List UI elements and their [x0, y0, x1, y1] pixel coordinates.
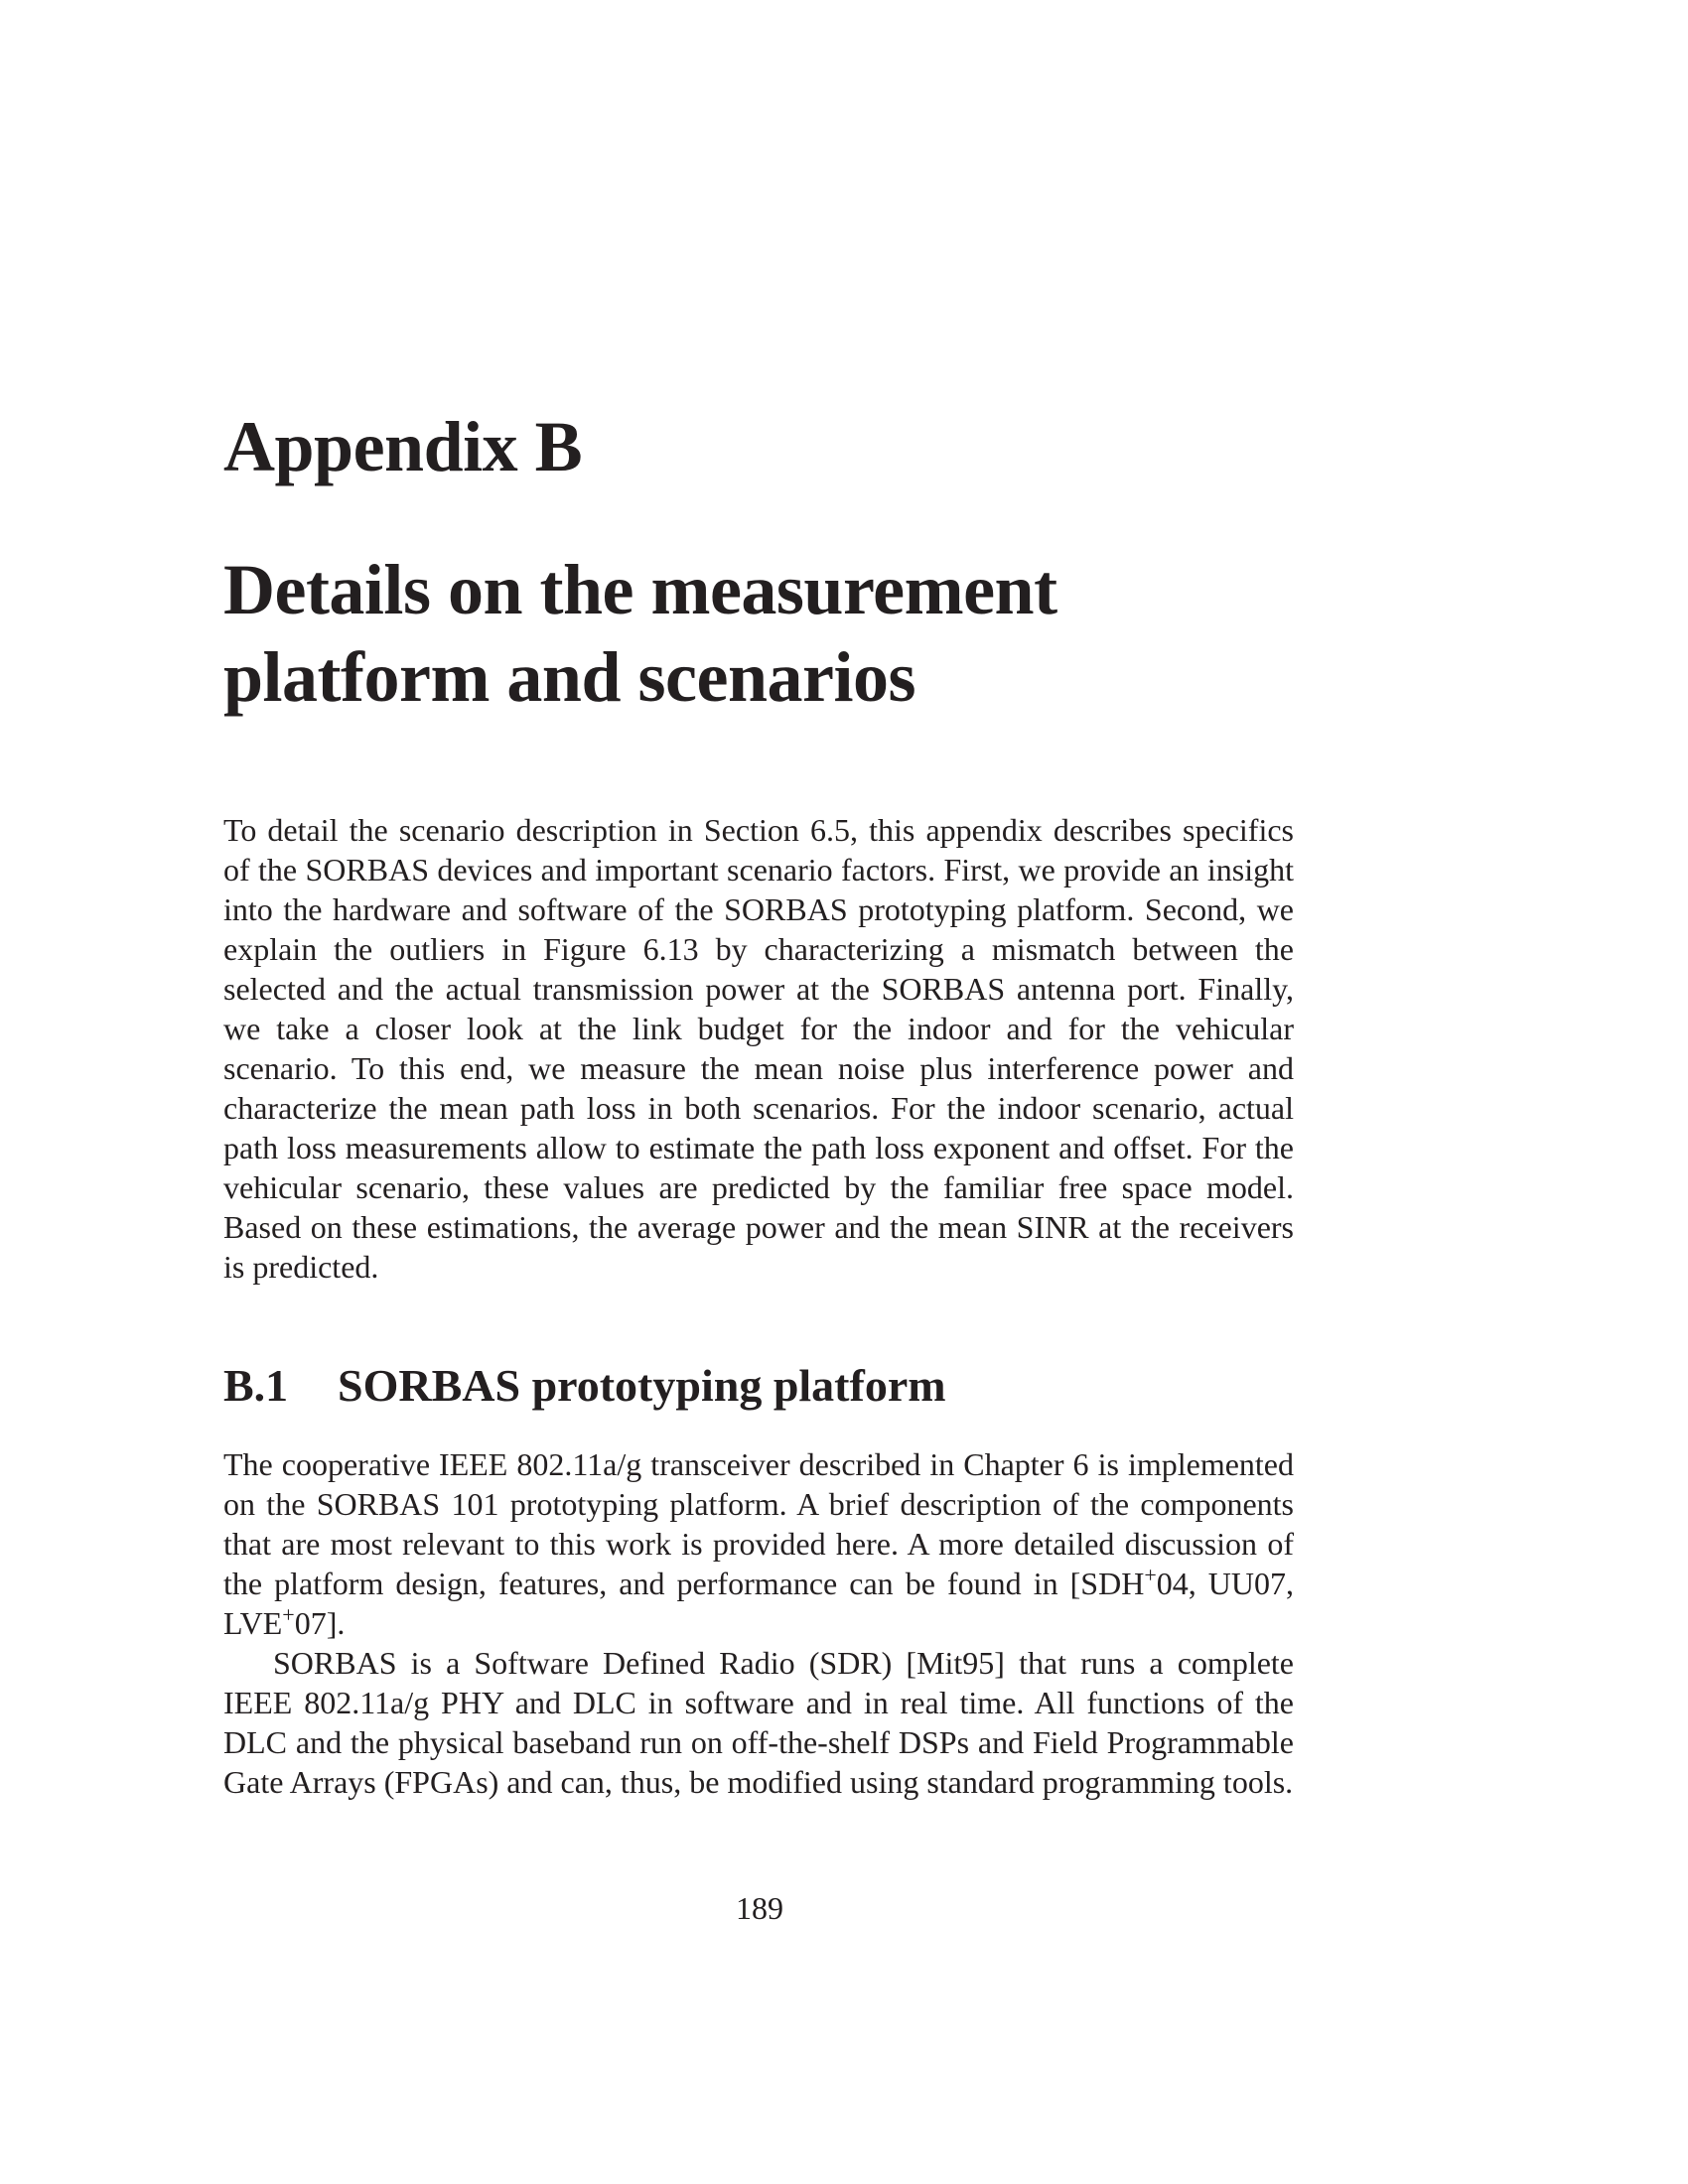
intro-block — [223, 810, 1294, 1287]
citation-superscript: + — [282, 1602, 295, 1627]
section-heading — [223, 1358, 946, 1414]
section-number: B.1 — [223, 1360, 289, 1411]
paragraph-1-text: The cooperative IEEE 802.11a/g transceiver described in Chapter 6 is implemented on the SORBAS 101 prototyping platform. A brief description of the components that are most relevant to this work is provided here. A more detailed discussion of the platform design, features, and performance can be found in [SDH — [223, 1446, 1294, 1601]
citation-superscript: + — [1144, 1563, 1157, 1587]
appendix-label: Appendix B — [223, 407, 583, 486]
section-paragraph-1 — [223, 1444, 1294, 1643]
section-paragraph-2: SORBAS is a Software Defined Radio (SDR) [Mit95] that runs a complete IEEE 802.11a/g PHY and DLC in software and in real time. All functions of the DLC and the physical baseband run on off-the-shelf DSPs and Field Programmable Gate Arrays (FPGAs) and can, thus, be modified using standard programming tools. — [223, 1645, 1294, 1800]
appendix-title — [223, 546, 1415, 721]
section-body — [223, 1444, 1294, 1802]
page-number: 189 — [736, 1890, 783, 1926]
paragraph-1-end: 07]. — [294, 1605, 346, 1641]
paragraph-1-mid: 04, UU07, LVE — [223, 1566, 1295, 1641]
appendix-title-line-2: platform and scenarios — [223, 637, 915, 717]
appendix-title-line-1: Details on the measurement — [223, 550, 1057, 629]
intro-paragraph: To detail the scenario description in Section 6.5, this appendix describes specifics of the SORBAS devices and important scenario factors. First, we provide an insight into the hardware and software of the SORBAS prototyping platform. Second, we explain the outliers in Figure 6.13 by characterizing a mismatch between the selected and the actual transmission power at the SORBAS antenna port. Finally, we take a closer look at the link budget for the indoor and for the vehicular scenario. To this end, we measure the mean noise plus interference power and characterize the mean path loss in both scenarios. For the indoor scenario, actual path loss measurements allow to estimate the path loss exponent and offset. For the vehicular scenario, these values are predicted by the familiar free space model. Based on these estimations, the average power and the mean SINR at the receivers is predicted. — [223, 812, 1294, 1285]
section-title: SORBAS prototyping platform — [338, 1360, 946, 1411]
